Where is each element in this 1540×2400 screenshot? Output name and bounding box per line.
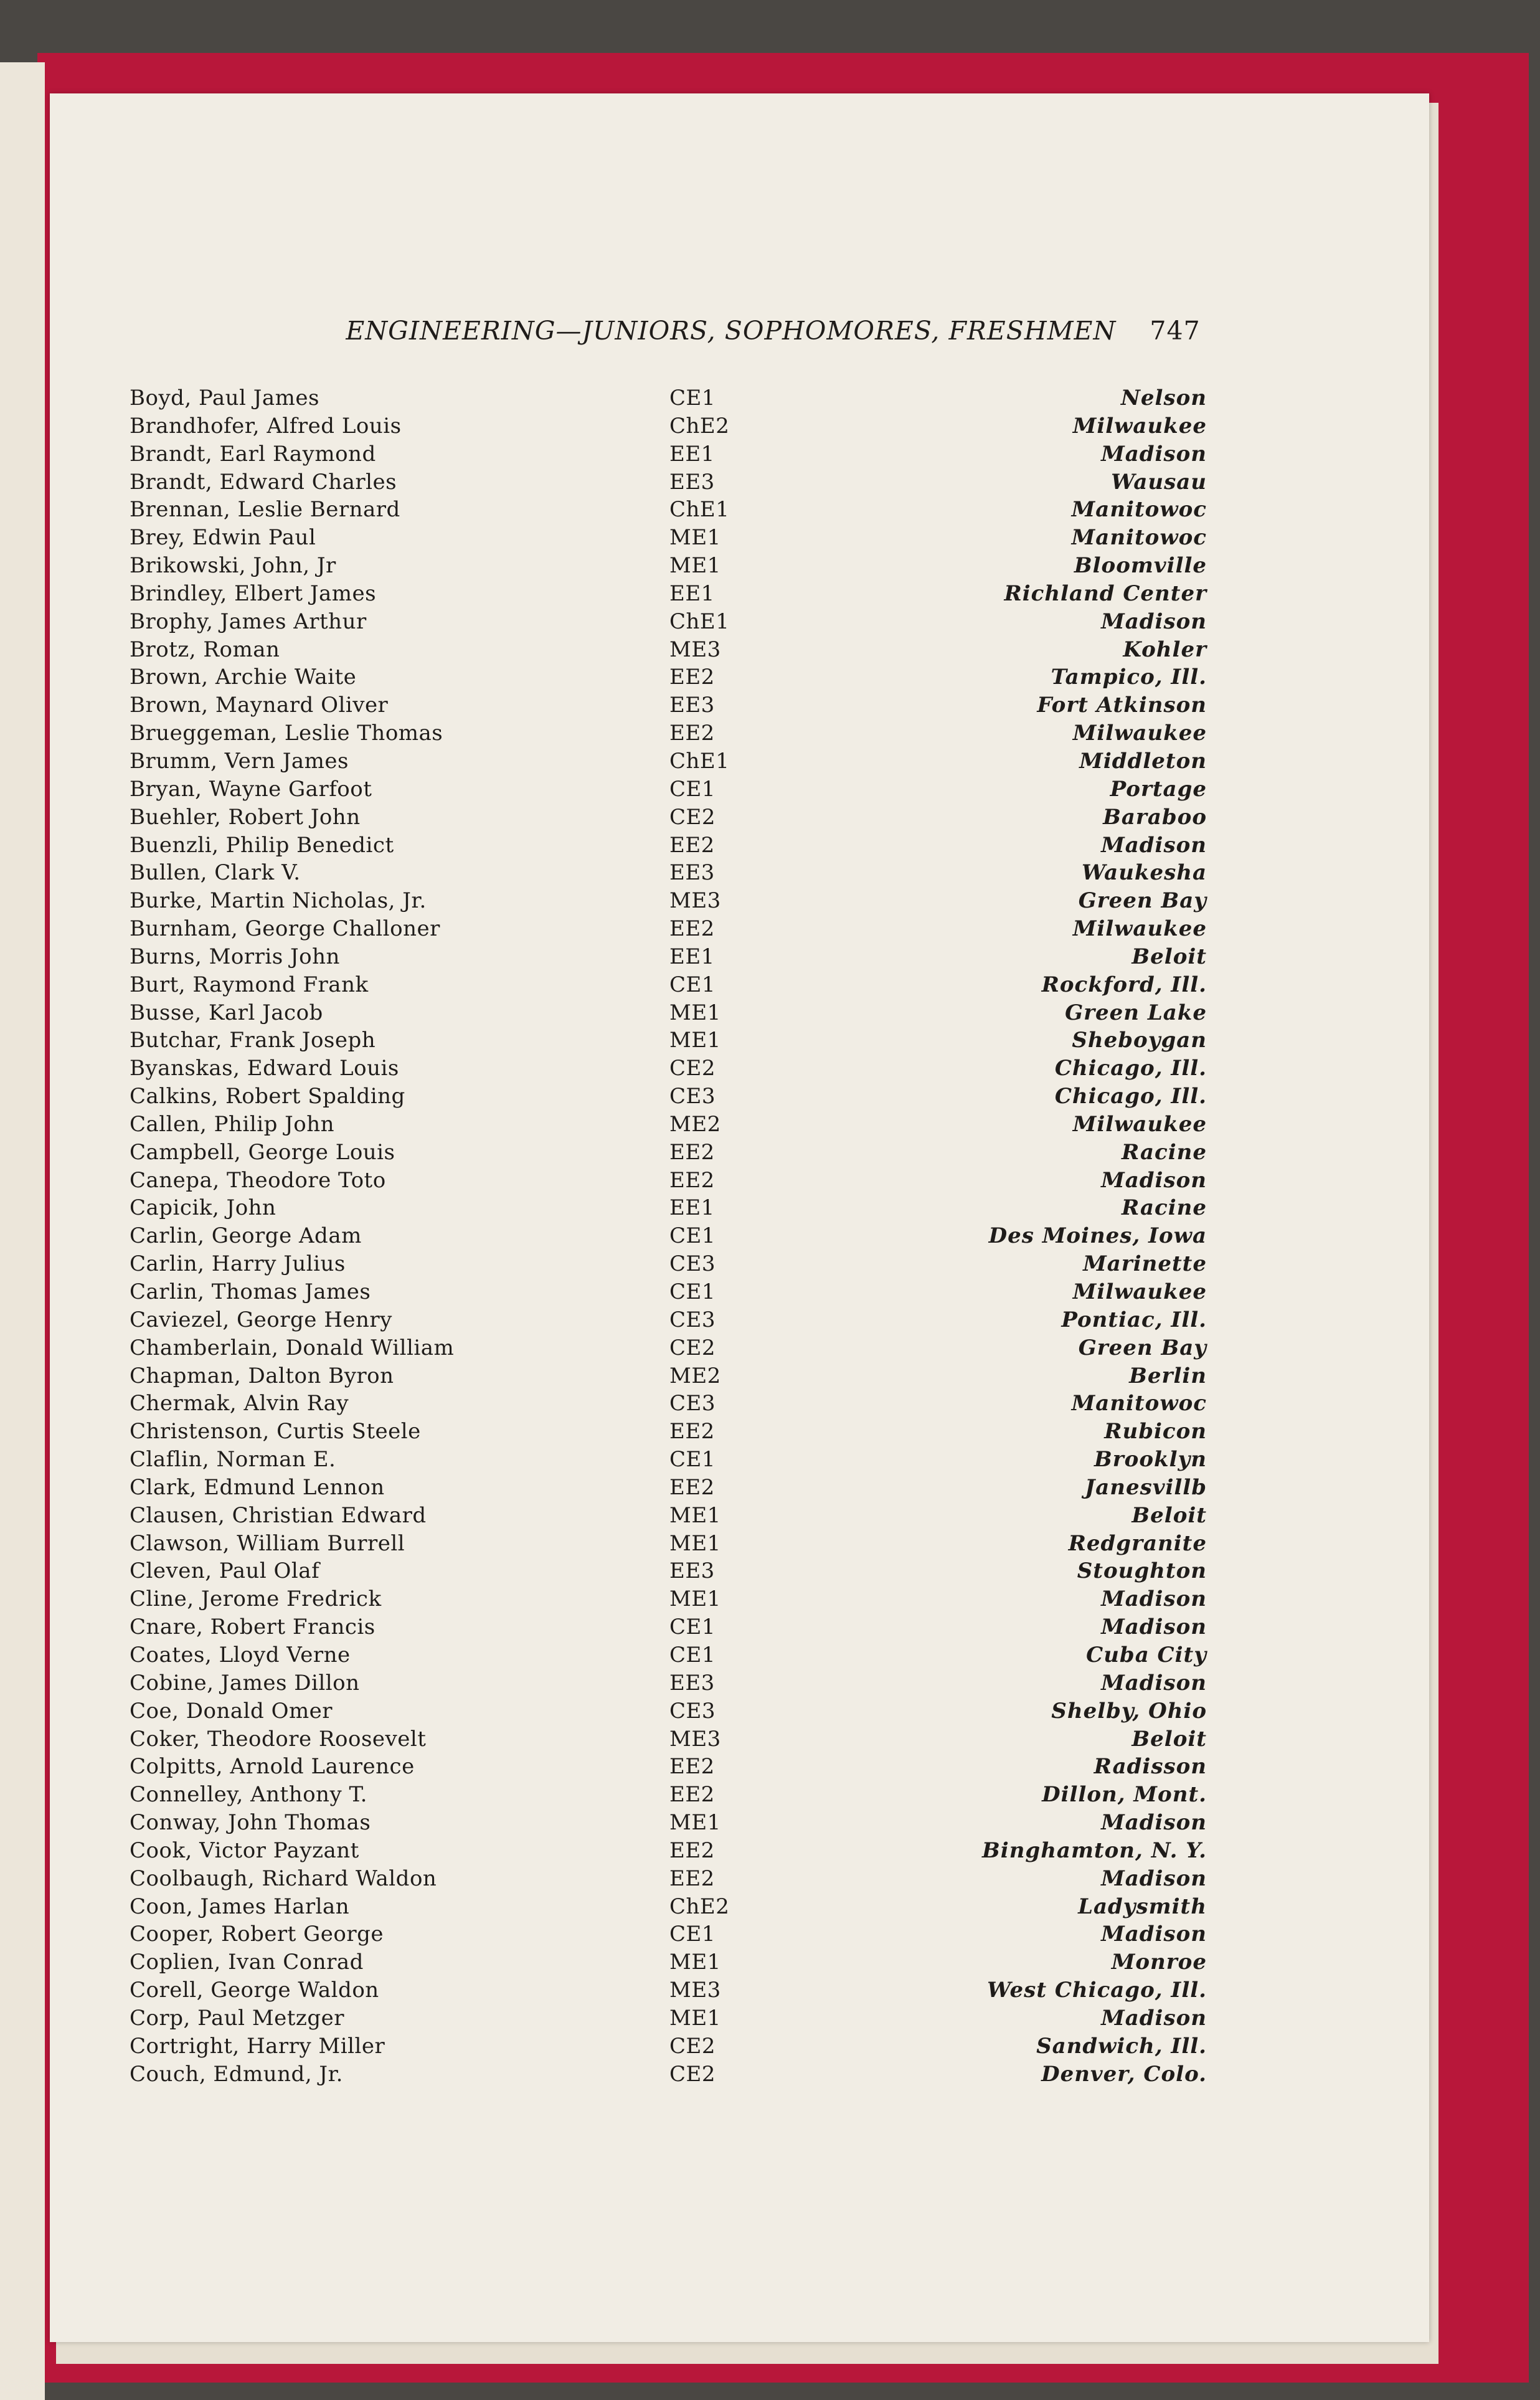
list-item <box>0 1222 1540 1250</box>
hometown: Denver, Colo. <box>1041 2061 1207 2087</box>
course-code: ME1 <box>669 2005 721 2031</box>
list-item <box>0 412 1540 440</box>
course-code: ME1 <box>669 1810 721 1836</box>
hometown: Madison <box>1101 1167 1207 1193</box>
hometown: Racine <box>1121 1139 1207 1165</box>
list-item <box>0 859 1540 887</box>
course-code: EE2 <box>669 1167 715 1193</box>
student-name: Capicik, John <box>130 1195 276 1221</box>
hometown: Milwaukee <box>1072 413 1207 439</box>
hometown: Janesvillb <box>1085 1474 1207 1500</box>
hometown: Pontiac, Ill. <box>1061 1307 1207 1332</box>
hometown: Monroe <box>1111 1950 1207 1975</box>
hometown: Manitowoc <box>1071 1391 1207 1416</box>
student-name: Brindley, Elbert James <box>130 581 377 606</box>
list-item <box>0 1976 1540 2004</box>
student-name: Cook, Victor Payzant <box>130 1838 359 1863</box>
student-name: Boyd, Paul James <box>130 386 319 410</box>
student-name: Brumm, Vern James <box>130 748 349 774</box>
course-code: ME1 <box>669 525 721 551</box>
list-item <box>0 384 1540 412</box>
hometown: Beloit <box>1131 1502 1207 1528</box>
list-item <box>0 1837 1540 1865</box>
student-name: Busse, Karl Jacob <box>130 1000 323 1025</box>
list-item <box>0 468 1540 496</box>
hometown: Shelby, Ohio <box>1051 1698 1207 1724</box>
list-item <box>0 1530 1540 1558</box>
student-name: Brennan, Leslie Bernard <box>130 497 400 523</box>
list-item <box>0 1474 1540 1502</box>
hometown: Middleton <box>1079 748 1207 774</box>
list-item <box>0 1781 1540 1809</box>
hometown: Chicago, Ill. <box>1054 1084 1207 1109</box>
course-code: ME1 <box>669 1530 721 1556</box>
list-item <box>0 1278 1540 1306</box>
student-name: Cnare, Robert Francis <box>130 1615 376 1640</box>
student-name: Campbell, George Louis <box>130 1139 395 1165</box>
list-item <box>0 1418 1540 1446</box>
course-code: CE1 <box>669 1279 716 1304</box>
course-code: ME2 <box>669 1111 721 1137</box>
hometown: Tampico, Ill. <box>1051 665 1207 690</box>
course-code: CE1 <box>669 972 716 997</box>
course-code: EE2 <box>669 1474 715 1500</box>
hometown: Rockford, Ill. <box>1041 972 1207 997</box>
student-name: Brandhofer, Alfred Louis <box>130 413 402 439</box>
course-code: CE3 <box>669 1307 716 1332</box>
hometown: Rubicon <box>1104 1419 1207 1444</box>
course-code: EE1 <box>669 581 715 606</box>
hometown: Madison <box>1101 441 1207 467</box>
hometown: Berlin <box>1129 1363 1207 1388</box>
student-name: Conway, John Thomas <box>130 1810 371 1836</box>
hometown: Bloomville <box>1074 553 1207 579</box>
hometown: Racine <box>1121 1195 1207 1221</box>
hometown: Richland Center <box>1004 581 1207 606</box>
student-name: Chermak, Alvin Ray <box>130 1391 349 1416</box>
list-item <box>0 1753 1540 1781</box>
list-item <box>0 691 1540 719</box>
hometown: Kohler <box>1123 637 1207 662</box>
course-code: EE3 <box>669 693 715 718</box>
course-code: CE2 <box>669 1056 716 1081</box>
student-name: Bryan, Wayne Garfoot <box>130 776 372 802</box>
list-item <box>0 1334 1540 1362</box>
list-item <box>0 496 1540 524</box>
course-code: ChE2 <box>669 1894 730 1919</box>
list-item <box>0 1948 1540 1976</box>
course-code: EE2 <box>669 665 715 690</box>
course-code: ChE1 <box>669 497 730 523</box>
list-item <box>0 1362 1540 1390</box>
course-code: EE2 <box>669 1838 715 1863</box>
course-code: ME1 <box>669 1502 721 1528</box>
list-item <box>0 552 1540 580</box>
student-name: Burke, Martin Nicholas, Jr. <box>130 888 427 914</box>
hometown: Manitowoc <box>1071 525 1207 551</box>
student-name: Coe, Donald Omer <box>130 1698 333 1724</box>
student-name: Brandt, Earl Raymond <box>130 441 376 467</box>
course-code: ME1 <box>669 553 721 579</box>
course-code: ME3 <box>669 888 721 914</box>
course-code: ChE2 <box>669 413 730 439</box>
student-name: Brey, Edwin Paul <box>130 525 316 551</box>
student-name: Cline, Jerome Fredrick <box>130 1587 382 1612</box>
course-code: EE3 <box>669 1558 715 1584</box>
list-item <box>0 971 1540 999</box>
course-code: CE1 <box>669 1223 716 1249</box>
hometown: Nelson <box>1120 386 1207 410</box>
student-name: Clawson, William Burrell <box>130 1530 405 1556</box>
course-code: ME1 <box>669 1587 721 1612</box>
course-code: EE2 <box>669 1866 715 1891</box>
list-item <box>0 2004 1540 2032</box>
course-code: CE1 <box>669 1447 716 1473</box>
student-name: Buehler, Robert John <box>130 804 361 830</box>
hometown: Milwaukee <box>1072 916 1207 942</box>
course-code: CE2 <box>669 2033 716 2059</box>
list-item <box>0 580 1540 608</box>
hometown: Redgranite <box>1068 1530 1207 1556</box>
student-name: Brophy, James Arthur <box>130 609 367 634</box>
course-code: CE1 <box>669 1642 716 1667</box>
list-item <box>0 1083 1540 1111</box>
hometown: Binghamton, N. Y. <box>982 1838 1207 1863</box>
hometown: Green Lake <box>1065 1000 1207 1025</box>
student-name: Brown, Maynard Oliver <box>130 693 389 718</box>
hometown: Brooklyn <box>1094 1447 1207 1473</box>
student-name: Coplien, Ivan Conrad <box>130 1950 364 1975</box>
hometown: Green Bay <box>1078 888 1207 914</box>
list-item <box>0 1697 1540 1725</box>
course-code: CE2 <box>669 804 716 830</box>
list-item <box>0 943 1540 971</box>
hometown: Des Moines, Iowa <box>988 1223 1207 1249</box>
course-code: ME1 <box>669 1000 721 1025</box>
course-code: EE2 <box>669 916 715 942</box>
course-code: EE3 <box>669 1670 715 1696</box>
course-code: CE1 <box>669 1922 716 1947</box>
student-name: Callen, Philip John <box>130 1111 335 1137</box>
student-name: Coolbaugh, Richard Waldon <box>130 1866 437 1891</box>
hometown: Marinette <box>1083 1251 1207 1277</box>
list-item <box>0 1250 1540 1278</box>
list-item <box>0 1446 1540 1474</box>
course-code: CE2 <box>669 2061 716 2087</box>
course-code: CE1 <box>669 386 716 410</box>
list-item <box>0 832 1540 860</box>
student-name: Burt, Raymond Frank <box>130 972 369 997</box>
student-name: Corell, George Waldon <box>130 1978 379 2003</box>
list-item <box>0 524 1540 552</box>
student-name: Butchar, Frank Joseph <box>130 1028 376 1053</box>
student-name: Brikowski, John, Jr <box>130 553 336 579</box>
course-code: CE3 <box>669 1251 716 1277</box>
list-item <box>0 1920 1540 1948</box>
list-item <box>0 1306 1540 1334</box>
hometown: West Chicago, Ill. <box>987 1978 1207 2003</box>
list-item <box>0 915 1540 943</box>
hometown: Sheboygan <box>1072 1028 1207 1053</box>
list-item <box>0 1502 1540 1530</box>
list-item <box>0 1027 1540 1055</box>
course-code: CE1 <box>669 1615 716 1640</box>
list-item <box>0 747 1540 775</box>
student-name: Coates, Lloyd Verne <box>130 1642 351 1667</box>
course-code: EE1 <box>669 944 715 969</box>
student-name: Corp, Paul Metzger <box>130 2005 344 2031</box>
student-name: Brown, Archie Waite <box>130 665 357 690</box>
student-name: Cobine, James Dillon <box>130 1670 360 1696</box>
list-item <box>0 1194 1540 1222</box>
course-code: ChE1 <box>669 609 730 634</box>
student-name: Connelley, Anthony T. <box>130 1782 367 1808</box>
student-name: Cortright, Harry Miller <box>130 2033 385 2059</box>
course-code: ME1 <box>669 1028 721 1053</box>
course-code: EE2 <box>669 1782 715 1808</box>
list-item <box>0 636 1540 664</box>
student-name: Bullen, Clark V. <box>130 860 301 886</box>
hometown: Milwaukee <box>1072 1111 1207 1137</box>
list-item <box>0 440 1540 468</box>
hometown: Dillon, Mont. <box>1042 1782 1207 1808</box>
student-name: Colpitts, Arnold Laurence <box>130 1754 415 1780</box>
student-name: Coker, Theodore Roosevelt <box>130 1726 427 1752</box>
course-code: EE2 <box>669 1754 715 1780</box>
hometown: Madison <box>1101 1670 1207 1696</box>
student-name: Chamberlain, Donald William <box>130 1335 455 1360</box>
student-name: Couch, Edmund, Jr. <box>130 2061 343 2087</box>
list-item <box>0 775 1540 804</box>
course-code: CE3 <box>669 1084 716 1109</box>
hometown: Waukesha <box>1081 860 1207 886</box>
list-item <box>0 1669 1540 1697</box>
list-item <box>0 608 1540 636</box>
list-item <box>0 2061 1540 2089</box>
course-code: EE3 <box>669 469 715 495</box>
hometown: Milwaukee <box>1072 721 1207 746</box>
course-code: ME1 <box>669 1950 721 1975</box>
list-item <box>0 1557 1540 1585</box>
list-item <box>0 1865 1540 1893</box>
course-code: EE1 <box>669 441 715 467</box>
student-name: Carlin, Thomas James <box>130 1279 371 1304</box>
hometown: Baraboo <box>1103 804 1207 830</box>
hometown: Stoughton <box>1077 1558 1207 1584</box>
hometown: Manitowoc <box>1071 497 1207 523</box>
student-name: Cooper, Robert George <box>130 1922 384 1947</box>
hometown: Milwaukee <box>1072 1279 1207 1304</box>
hometown: Ladysmith <box>1078 1894 1207 1919</box>
list-item <box>0 999 1540 1027</box>
hometown: Radisson <box>1094 1754 1207 1780</box>
student-name: Buenzli, Philip Benedict <box>130 832 394 858</box>
student-name: Coon, James Harlan <box>130 1894 350 1919</box>
course-code: CE1 <box>669 776 716 802</box>
hometown: Madison <box>1101 832 1207 858</box>
hometown: Sandwich, Ill. <box>1036 2033 1207 2059</box>
student-name: Cleven, Paul Olaf <box>130 1558 320 1584</box>
hometown: Beloit <box>1131 944 1207 969</box>
hometown: Madison <box>1101 1810 1207 1836</box>
student-name: Brandt, Edward Charles <box>130 469 397 495</box>
hometown: Madison <box>1101 609 1207 634</box>
student-name: Burnham, George Challoner <box>130 916 440 942</box>
hometown: Madison <box>1101 1922 1207 1947</box>
course-code: CE2 <box>669 1335 716 1360</box>
list-item <box>0 1390 1540 1418</box>
page-number: 747 <box>1150 316 1201 346</box>
student-name: Calkins, Robert Spalding <box>130 1084 405 1109</box>
course-code: EE2 <box>669 832 715 858</box>
course-code: ME2 <box>669 1363 721 1388</box>
student-name: Chapman, Dalton Byron <box>130 1363 394 1388</box>
hometown: Portage <box>1110 776 1207 802</box>
list-item <box>0 1893 1540 1921</box>
course-code: ME3 <box>669 637 721 662</box>
student-name: Clark, Edmund Lennon <box>130 1474 385 1500</box>
hometown: Madison <box>1101 1866 1207 1891</box>
list-item <box>0 2032 1540 2061</box>
list-item <box>0 1725 1540 1753</box>
list-item <box>0 1585 1540 1613</box>
hometown: Beloit <box>1131 1726 1207 1752</box>
student-name: Christenson, Curtis Steele <box>130 1419 421 1444</box>
student-list <box>0 384 1540 2088</box>
hometown: Chicago, Ill. <box>1054 1056 1207 1081</box>
hometown: Wausau <box>1111 469 1207 495</box>
list-item <box>0 1613 1540 1641</box>
list-item <box>0 1167 1540 1195</box>
list-item <box>0 1055 1540 1083</box>
student-name: Clausen, Christian Edward <box>130 1502 427 1528</box>
page-title: ENGINEERING—JUNIORS, SOPHOMORES, FRESHMEN <box>346 316 1117 346</box>
list-item <box>0 1809 1540 1837</box>
student-name: Caviezel, George Henry <box>130 1307 392 1332</box>
list-item <box>0 719 1540 747</box>
course-code: ChE1 <box>669 748 730 774</box>
course-code: ME3 <box>669 1726 721 1752</box>
student-name: Brueggeman, Leslie Thomas <box>130 721 443 746</box>
hometown: Fort Atkinson <box>1037 693 1207 718</box>
course-code: ME3 <box>669 1978 721 2003</box>
course-code: CE3 <box>669 1698 716 1724</box>
list-item <box>0 663 1540 691</box>
course-code: EE1 <box>669 1195 715 1221</box>
list-item <box>0 1641 1540 1669</box>
hometown: Cuba City <box>1086 1642 1207 1667</box>
course-code: EE2 <box>669 721 715 746</box>
hometown: Madison <box>1101 1615 1207 1640</box>
course-code: CE3 <box>669 1391 716 1416</box>
course-code: EE3 <box>669 860 715 886</box>
hometown: Madison <box>1101 2005 1207 2031</box>
student-name: Burns, Morris John <box>130 944 340 969</box>
list-item <box>0 887 1540 915</box>
page-header <box>125 316 1422 346</box>
list-item <box>0 1139 1540 1167</box>
student-name: Canepa, Theodore Toto <box>130 1167 386 1193</box>
student-name: Byanskas, Edward Louis <box>130 1056 399 1081</box>
student-name: Carlin, George Adam <box>130 1223 362 1249</box>
hometown: Madison <box>1101 1587 1207 1612</box>
list-item <box>0 1111 1540 1139</box>
student-name: Claflin, Norman E. <box>130 1447 336 1473</box>
list-item <box>0 804 1540 832</box>
course-code: EE2 <box>669 1139 715 1165</box>
student-name: Brotz, Roman <box>130 637 280 662</box>
hometown: Green Bay <box>1078 1335 1207 1360</box>
course-code: EE2 <box>669 1419 715 1444</box>
student-name: Carlin, Harry Julius <box>130 1251 346 1277</box>
